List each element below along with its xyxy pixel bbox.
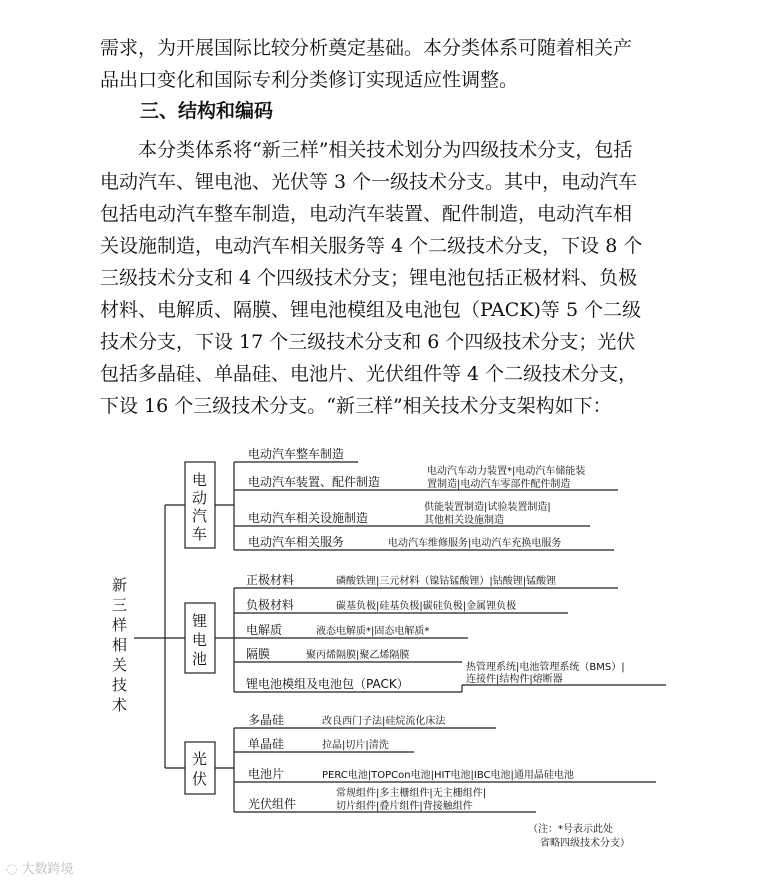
ev-branch-4 <box>234 534 614 550</box>
li-branch-5 <box>234 660 666 692</box>
ev-branch-2 <box>234 464 618 490</box>
li-char: 池 <box>192 650 208 668</box>
branch-label: 单晶硅 <box>248 737 285 751</box>
branch-label: 负极材料 <box>246 598 295 612</box>
sub-branch-label: 改良西门子法|硅烷流化床法 <box>322 716 446 727</box>
body-line-6: 材料、电解质、隔膜、锂电池模组及电池包（PACK)等 5 个二级 <box>100 299 642 321</box>
sub-branch-label: 切片组件|叠片组件|背接触组件 <box>336 801 473 812</box>
sub-branch-label: 供能装置制造|试验装置制造| <box>424 502 551 513</box>
note-line-1: （注：*号表示此处 <box>528 824 613 835</box>
branch-label: 电动汽车相关设施制造 <box>248 511 369 525</box>
sub-branch-label: 液态电解质*|固态电解质* <box>316 626 430 637</box>
ev-char: 汽 <box>192 507 208 525</box>
note-line-2: 省略四级技术分支） <box>540 838 630 849</box>
branch-label: 隔膜 <box>246 647 271 661</box>
branch-label: 电动汽车整车制造 <box>248 447 345 461</box>
sub-branch-label: 电动汽车维修服务|电动汽车充换电服务 <box>388 538 562 549</box>
ev-char: 动 <box>192 489 208 507</box>
body-line-4: 关设施制造，电动汽车相关服务等 4 个二级技术分支，下设 8 个 <box>100 235 643 257</box>
sub-branch-label: 磷酸铁锂|三元材料（镍钴锰酸锂）|钴酸锂|锰酸锂 <box>336 576 557 587</box>
li-branch-2 <box>234 597 568 613</box>
root-char: 新 <box>112 576 128 594</box>
root-char: 关 <box>112 656 128 674</box>
pv-branch-1 <box>234 713 496 728</box>
body-line-3: 包括电动汽车整车制造，电动汽车装置、配件制造，电动汽车相 <box>100 203 633 225</box>
branch-label: 光伏组件 <box>248 797 297 811</box>
branch-label: 正极材料 <box>246 573 295 587</box>
ev-branch-1 <box>234 446 358 462</box>
branch-label: 锂电池模组及电池包（PACK） <box>246 677 409 691</box>
body-line-8: 包括多晶硅、单晶硅、电池片、光伏组件等 4 个二级技术分支， <box>100 363 638 385</box>
body-line-2: 电动汽车、锂电池、光伏等 3 个一级技术分支。其中，电动汽车 <box>100 171 638 193</box>
branch-label: 电动汽车装置、配件制造 <box>248 475 381 489</box>
root-char: 样 <box>112 616 128 634</box>
root-char: 术 <box>112 696 128 714</box>
sub-branch-label: 常规组件|多主栅组件|无主栅组件| <box>336 788 487 799</box>
ev-char: 电 <box>192 471 208 489</box>
sub-branch-label: 聚丙烯隔膜|聚乙烯隔膜 <box>306 650 410 661</box>
watermark <box>6 858 74 877</box>
sub-branch-label: 置制造|电动汽车零部件配件制造 <box>427 479 571 490</box>
sub-branch-label: 拉晶|切片|清洗 <box>322 740 389 751</box>
sub-branch-label: PERC电池|TOPCon电池|HIT电池|IBC电池|通用晶硅电池 <box>322 770 574 781</box>
sub-branch-label: 碳基负极|硅基负极|碳硅负极|金属锂负极 <box>336 601 517 612</box>
root-char: 技 <box>112 676 128 694</box>
sub-branch-label: 电动汽车动力装置*|电动汽车储能装 <box>427 466 586 477</box>
pv-branch-4 <box>234 786 536 812</box>
root-label <box>112 576 127 714</box>
branch-label: 电动汽车相关服务 <box>248 535 345 549</box>
branch-label: 电池片 <box>248 767 285 781</box>
ev-char: 车 <box>192 525 208 543</box>
watermark-logo-icon: ◌ <box>6 862 22 877</box>
pv-branch-2 <box>234 737 414 752</box>
pv-branch-3 <box>234 766 656 782</box>
body-line-7: 技术分支，下设 17 个三级技术分支和 6 个四级技术分支；光伏 <box>100 331 636 353</box>
pv-char: 光 <box>192 750 208 768</box>
li-branch-1 <box>234 572 618 588</box>
root-char: 相 <box>112 636 128 654</box>
li-char: 电 <box>192 631 208 649</box>
section-heading: 三、结构和编码 <box>140 100 274 122</box>
intro-line-1: 需求，为开展国际比较分析奠定基础。本分类体系可随着相关产 <box>100 37 633 59</box>
branch-label: 多晶硅 <box>248 713 285 727</box>
li-branch-4 <box>234 647 462 662</box>
watermark-text: 大数跨境 <box>21 862 74 877</box>
root-char: 三 <box>112 596 128 614</box>
sub-branch-label: 其他相关设施制造 <box>424 515 504 526</box>
intro-line-2: 品出口变化和国际专利分类修订实现适应性调整。 <box>100 69 519 91</box>
li-branch-3 <box>234 622 468 638</box>
ev-branch-3 <box>234 500 590 526</box>
body-line-9: 下设 16 个三级技术分支。“新三样”相关技术分支架构如下： <box>100 395 612 417</box>
body-line-1: 本分类体系将“新三样”相关技术划分为四级技术分支，包括 <box>138 139 633 161</box>
li-char: 锂 <box>192 612 208 630</box>
body-line-5: 三级技术分支和 4 个四级技术分支；锂电池包括正极材料、负极 <box>100 267 638 289</box>
sub-branch-label: 连接件|结构件|熔断器 <box>466 674 563 685</box>
branch-label: 电解质 <box>246 623 283 637</box>
sub-branch-label: 热管理系统|电池管理系统（BMS）| <box>466 662 625 673</box>
pv-char: 伏 <box>192 770 208 788</box>
